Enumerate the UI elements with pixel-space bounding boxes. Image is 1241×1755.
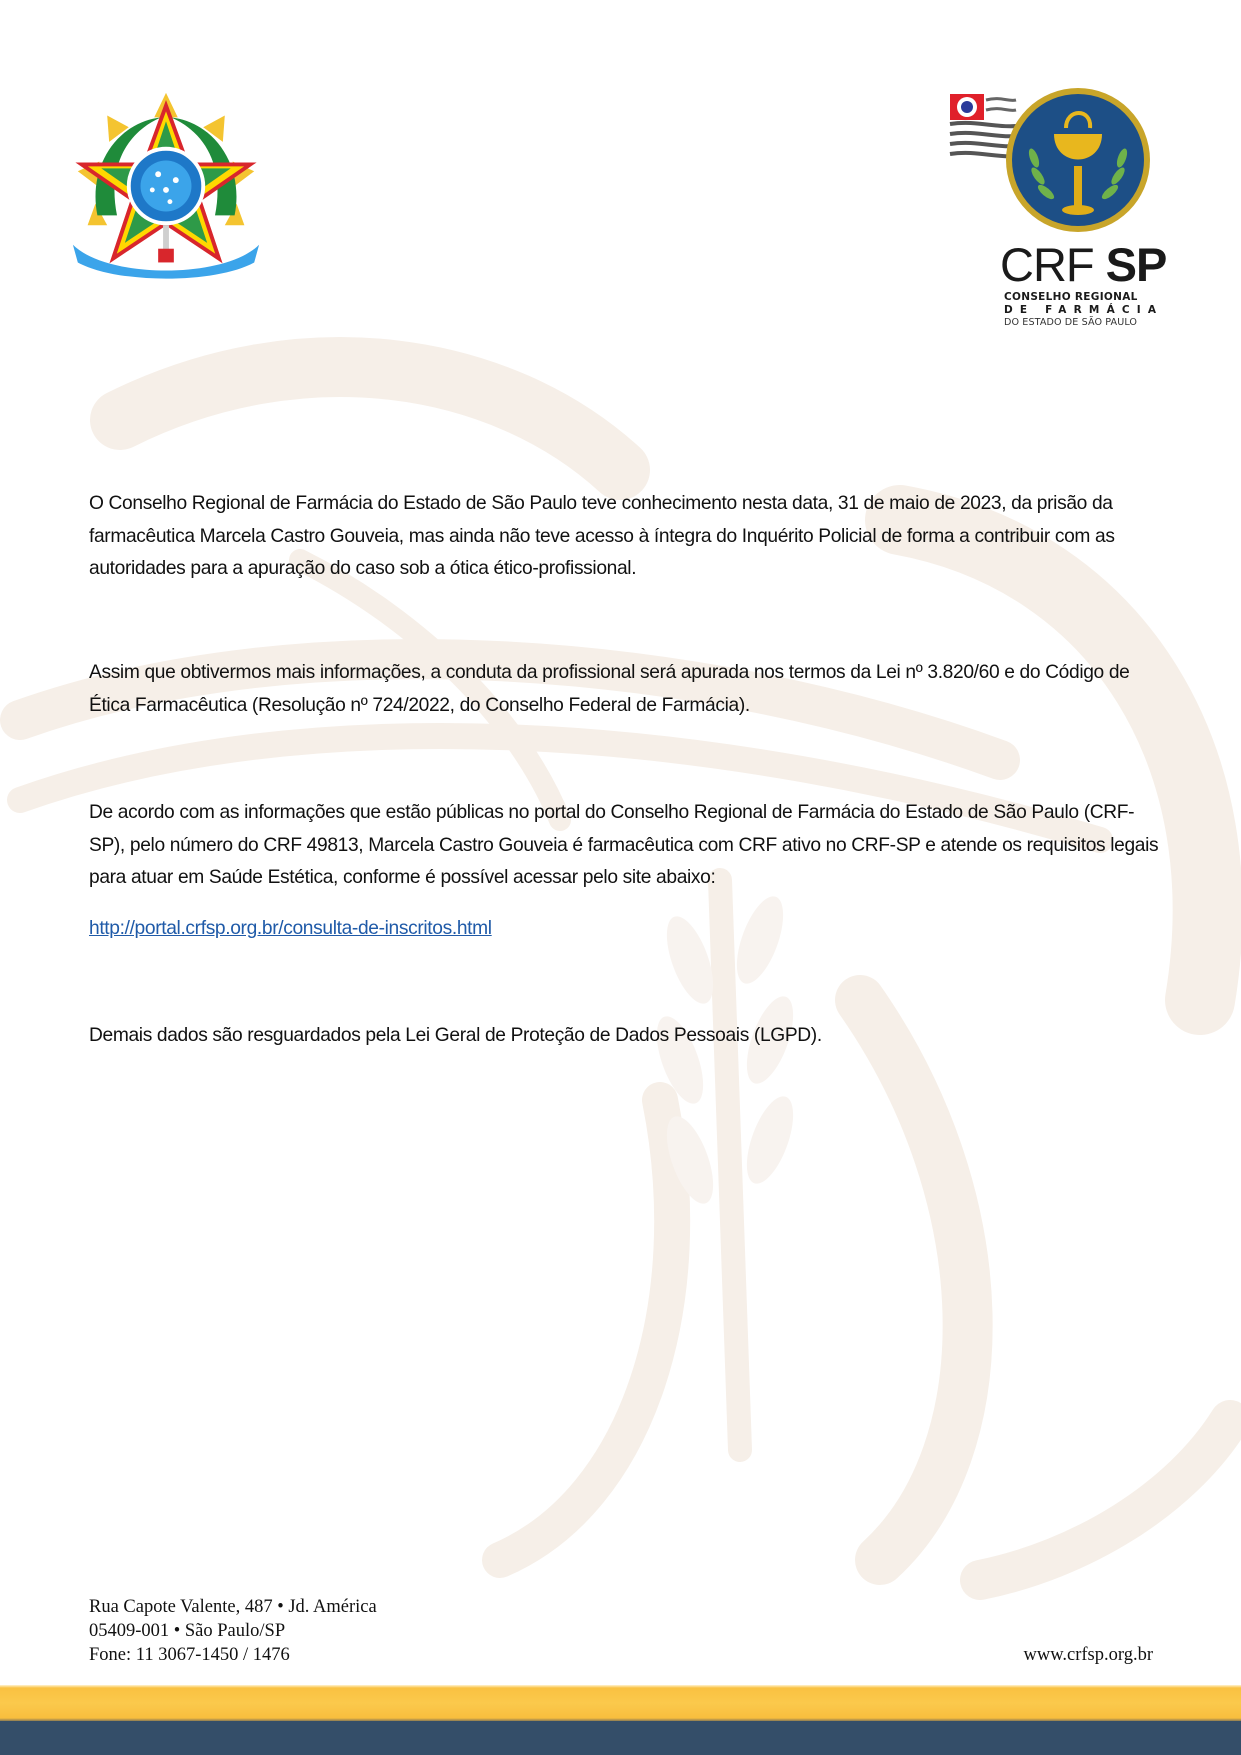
footer-band-yellow — [0, 1685, 1241, 1721]
paragraph-arrest-notice: O Conselho Regional de Farmácia do Estado de São Paulo teve conhecimento nesta data, 31 de maio de 2023, da prisão da farmacêutica Marcela Castro Gouveia, mas ainda não teve acesso à íntegra do Inquérito Policial de forma a contribuir com as autoridades para a apuração do caso sob a ótica ético-profissional. — [89, 493, 1115, 579]
crf-subtitle-line1: CONSELHO REGIONAL — [1004, 291, 1138, 303]
footer-address — [89, 1595, 377, 1667]
footer-address-line2: 05409-001 • São Paulo/SP — [89, 1621, 286, 1641]
sao-paulo-flag-icon — [950, 93, 1016, 158]
footer-phone: Fone: 11 3067-1450 / 1476 — [89, 1645, 290, 1665]
crf-title-light: CRF — [1000, 238, 1094, 291]
crf-emblem-icon — [946, 88, 1156, 238]
brazil-coat-of-arms-logo — [68, 88, 264, 284]
paragraph-conduct-review: Assim que obtivermos mais informações, a conduta da profissional será apurada nos termos da Lei nº 3.820/60 e do Código de Ética Farmacêutica (Resolução nº 724/2022, do Conselho Federal de Farmácia). — [89, 662, 1130, 716]
consulta-inscritos-link[interactable]: http://portal.crfsp.org.br/consulta-de-inscritos.html — [89, 918, 492, 939]
crf-sp-logo — [946, 88, 1167, 333]
footer-band-blue — [0, 1721, 1241, 1755]
crf-subtitle-line3: DO ESTADO DE SÃO PAULO — [1004, 317, 1138, 328]
crf-subtitle-line2: DE FARMÁCIA — [1004, 304, 1164, 316]
paragraph-registration-status: De acordo com as informações que estão públicas no portal do Conselho Regional de Farmácia do Estado de São Paulo (CRF-SP), pelo número do CRF 49813, Marcela Castro Gouveia é farmacêutica com CRF ativo no CRF-SP e atende os requisitos legais para atuar em Saúde Estética, conforme é possível acessar pelo site abaixo: — [89, 802, 1159, 888]
footer-address-line1: Rua Capote Valente, 487 • Jd. América — [89, 1597, 377, 1617]
footer-website: www.crfsp.org.br — [1023, 1645, 1153, 1665]
crf-title-bold: SP — [1105, 238, 1167, 291]
crf-sp-title — [1000, 240, 1166, 290]
paragraph-lgpd: Demais dados são resguardados pela Lei Geral de Proteção de Dados Pessoais (LGPD). — [89, 1025, 822, 1046]
